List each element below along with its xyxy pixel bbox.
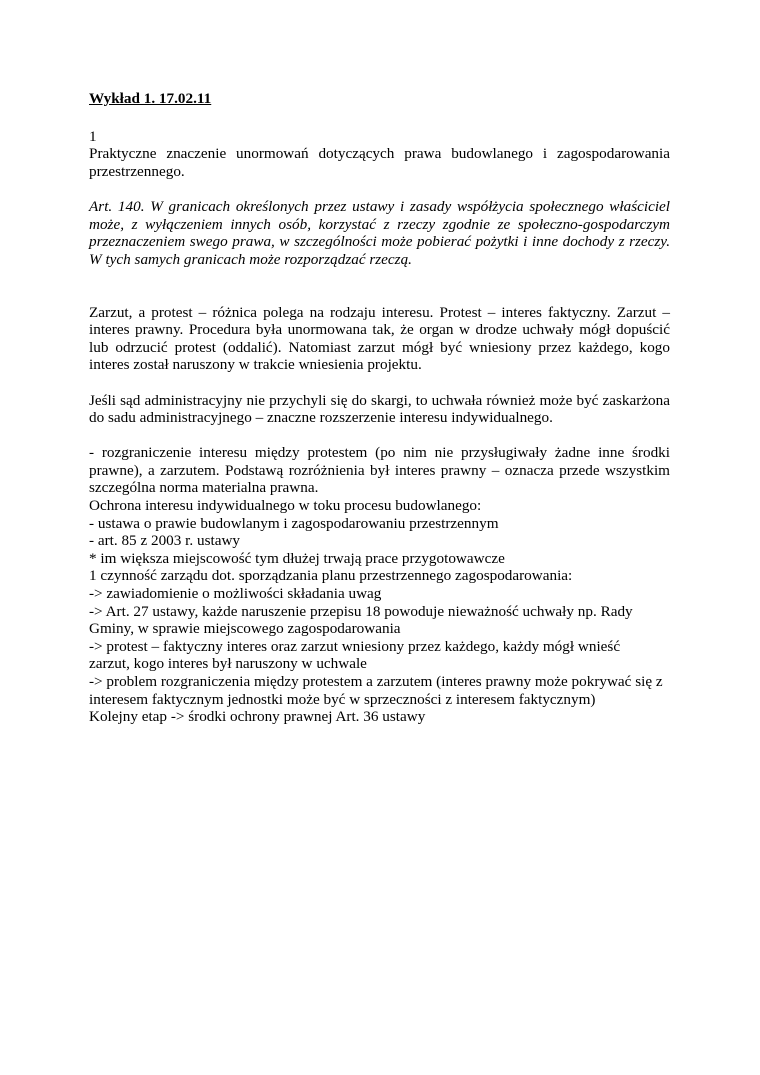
court-paragraph: Jeśli sąd administracyjny nie przychyli się do skargi, to uchwała również może być zaskarżona do sadu administracyjnego – znaczne rozszerzenie interesu indywidualnego. — [89, 391, 670, 427]
text-line: -> Art. 27 ustawy, każde naruszenie przepisu 18 powoduje nieważność uchwały np. Rady — [89, 602, 633, 620]
spacer — [89, 180, 670, 198]
spacer — [89, 374, 670, 392]
text-line: Gminy, w sprawie miejscowego zagospodarowania — [89, 620, 401, 638]
spacer — [89, 427, 670, 445]
text-line: 1 czynność zarządu dot. sporządzania planu przestrzennego zagospodarowania: — [89, 567, 573, 585]
article-140-quote: Art. 140. W granicach określonych przez ustawy i zasady współżycia społecznego właściciel może, z wyłączeniem innych osób, korzystać z rzeczy zgodnie ze społeczno-gospodarczym przeznaczeniem swego prawa, w szczególności może pobierać pożytki i inne dochody z rzeczy. W tych samych granicach może rozporządzać rzeczą. — [89, 197, 670, 268]
text-line: Ochrona interesu indywidualnego w toku procesu budowlanego: — [89, 497, 482, 515]
document-title: Wykład 1. 17.02.11 — [89, 90, 212, 107]
spacer — [89, 286, 670, 304]
spacer — [89, 108, 670, 128]
zarzut-protest-paragraph: Zarzut, a protest – różnica polega na rodzaju interesu. Protest – interes faktyczny. Zarzut – interes prawny. Procedura była unormowana tak, że organ w drodze uchwały mógł dopuścić lub odrzucić protest (oddalić). Natomiast zarzut mógł być wniesiony przez każdego, kogo interes został naruszony w trakcie wniesienia projektu. — [89, 303, 670, 374]
text-line: - art. 85 z 2003 r. ustawy — [89, 532, 240, 550]
section-number: 1 — [89, 127, 97, 145]
document-page — [89, 90, 670, 726]
text-line: interesem faktycznym jednostki może być w sprzeczności z interesem faktycznym) — [89, 690, 596, 708]
spacer — [89, 268, 670, 286]
text-line: Kolejny etap -> środki ochrony prawnej Art. 36 ustawy — [89, 708, 426, 726]
text-line: -> zawiadomienie o możliwości składania uwag — [89, 585, 382, 603]
text-line: zarzut, kogo interes był naruszony w uchwale — [89, 655, 367, 673]
text-line: - ustawa o prawie budowlanym i zagospodarowaniu przestrzennym — [89, 514, 499, 532]
text-line: -> problem rozgraniczenia między protestem a zarzutem (interes prawny może pokrywać się z — [89, 673, 663, 690]
intro-paragraph: Praktyczne znaczenie unormowań dotyczących prawa budowlanego i zagospodarowania przestrzennego. — [89, 145, 670, 180]
text-line: -> protest – faktyczny interes oraz zarzut wniesiony przez każdego, każdy mógł wnieść — [89, 637, 621, 655]
distinction-paragraph: - rozgraniczenie interesu między protestem (po nim nie przysługiwały żadne inne środki prawne), a zarzutem. Podstawą rozróżnienia był interes prawny – oznacza przede wszystkim szczególna norma materialna prawna. — [89, 444, 670, 497]
text-line: * im większa miejscowość tym dłużej trwają prace przygotowawcze — [89, 549, 505, 567]
